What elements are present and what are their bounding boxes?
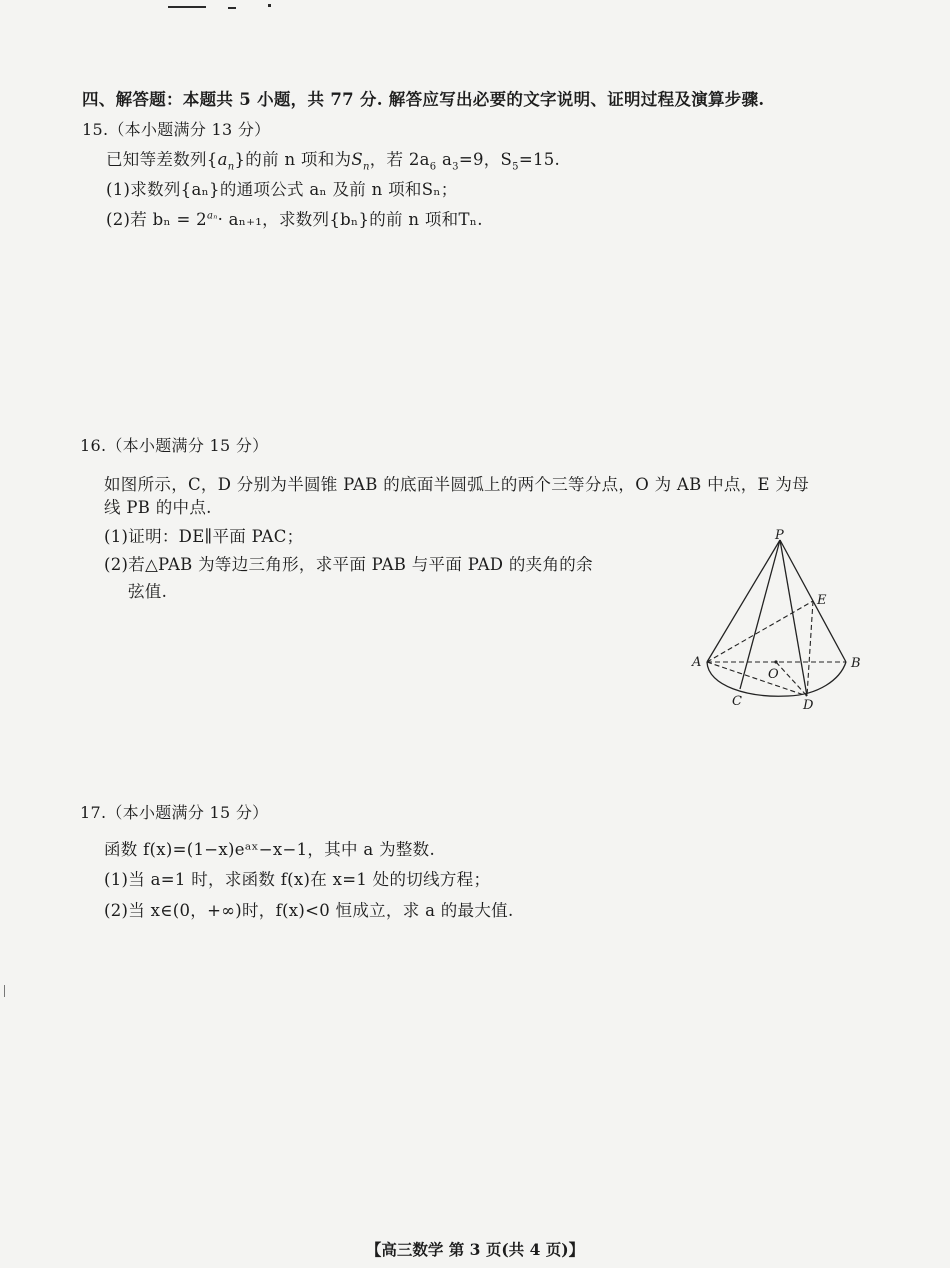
q15-part1: (1)求数列{aₙ}的通项公式 aₙ 及前 n 项和Sₙ； [106,180,458,199]
label-E: E [817,593,827,608]
label-C: C [732,694,742,709]
q16-stem-line2: 线 PB 的中点. [104,498,212,517]
q16-part2-line1: (2)若△PAB 为等边三角形，求平面 PAB 与平面 PAD 的夹角的余 [104,555,593,574]
section-header: 四、解答题：本题共 5 小题，共 77 分. 解答应写出必要的文字说明、证明过程及演算步骤. [82,90,765,109]
q16-part1: (1)证明：DE∥平面 PAC； [104,527,304,546]
q17-part2: (2)当 x∈(0，+∞)时，f(x)<0 恒成立，求 a 的最大值. [104,901,514,920]
scan-artifact [228,7,236,9]
point-O [774,660,777,663]
segment-AD [707,662,807,696]
scan-artifact [268,4,271,7]
q16-stem-line1: 如图所示，C，D 分别为半圆锥 PAB 的底面半圆弧上的两个三等分点，O 为 AB 中点，E 为母 [104,475,810,494]
label-P: P [775,528,784,543]
q17-part1: (1)当 a=1 时，求函数 f(x)在 x=1 处的切线方程； [104,870,491,889]
label-D: D [803,698,814,713]
segment-ED [807,601,813,696]
q16-part2-line2: 弦值. [128,582,168,601]
segment-AE [707,601,813,662]
q15-head: 15.（本小题满分 13 分） [82,120,271,139]
half-cone-figure [688,528,868,713]
q15-part2: (2)若 $b_n = 2^{a_n}\cdot a_{n+1}$，求数列{bₙ}的前 n 项和Tₙ. [106,210,483,229]
scan-artifact [168,6,206,8]
q15-stem: 已知等差数列$\{a_n\}$的前 n 项和为$S_n$，若 $2a_6$ $a_3=9$，$S_5=15$. [106,150,561,173]
q17-stem: 函数 f(x)=(1−x)eᵃˣ−x−1，其中 a 为整数. [104,840,436,859]
edge-PA [707,540,780,662]
page-footer: 【高三数学 第 3 页(共 4 页)】 [365,1240,585,1259]
label-A: A [692,655,702,670]
q16-head: 16.（本小题满分 15 分） [80,436,269,455]
label-O: O [768,667,779,682]
q17-head: 17.（本小题满分 15 分） [80,803,269,822]
scan-artifact [4,985,5,997]
label-B: B [851,656,861,671]
